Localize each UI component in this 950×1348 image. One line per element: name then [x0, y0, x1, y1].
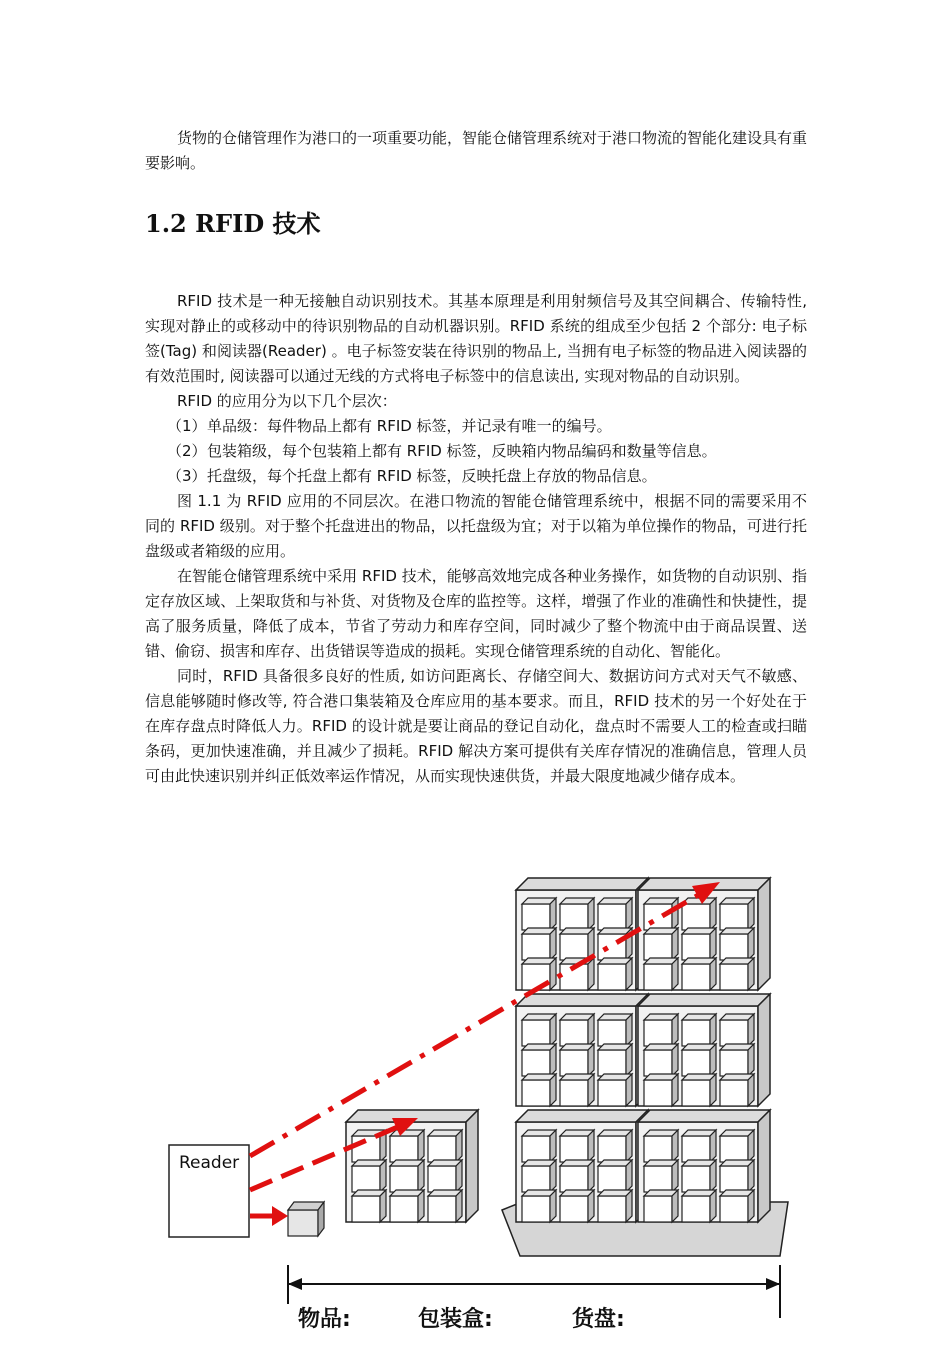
- single-item-cube: [288, 1202, 324, 1236]
- intro-block: [145, 126, 807, 176]
- rfid-levels-figure: [160, 870, 790, 1344]
- level-number: （1）: [167, 417, 207, 435]
- level-item: [145, 414, 807, 439]
- intro-paragraph: 货物的仓储管理作为港口的一项重要功能，智能仓储管理系统对于港口物流的智能化建设具有重要影响。: [145, 129, 808, 172]
- level-number: （2）: [167, 442, 207, 460]
- rfid-levels-diagram: [160, 870, 790, 1344]
- properties-paragraph: 同时，RFID 具备很多良好的性质, 如访问距离长、存储空间大、数据访问方式对天气不敏感、信息能够随时修改等, 符合港口集装箱及仓库应用的基本要求。而且，RFID 技术的另一个好处在于在库存盘点时降低人力。RFID 的设计就是要让商品的登记自动化，盘点时不需要人工的检查或扫瞄条码，更加快速准确，并且减少了损耗。RFID 解决方案可提供有关库存情况的准确信息，管理人员可由此快速识别并纠正低效率运作情况，从而实现快速供货，并最大限度地减少储存成本。: [145, 667, 807, 785]
- pallet-stack: [502, 878, 788, 1256]
- body-block: [145, 289, 807, 789]
- levels-intro-paragraph: RFID 的应用分为以下几个层次：: [177, 392, 397, 410]
- level-item: [145, 464, 807, 489]
- label-package-box: 包装盒:: [418, 1307, 493, 1332]
- level-text: 托盘级，每个托盘上都有 RFID 标签，反映托盘上存放的物品信息。: [207, 467, 657, 485]
- level-item: [145, 439, 807, 464]
- figure-description-paragraph: 图 1.1 为 RFID 应用的不同层次。在港口物流的智能仓储管理系统中，根据不同的需要采用不同的 RFID 级别。对于整个托盘进出的物品，以托盘级为宜；对于以箱为单位操作的物品，可进行托盘级或者箱级的应用。: [145, 492, 807, 560]
- label-item: 物品:: [298, 1307, 351, 1332]
- label-pallet: 货盘:: [572, 1307, 625, 1332]
- benefits-paragraph: 在智能仓储管理系统中采用 RFID 技术，能够高效地完成各种业务操作，如货物的自动识别、指定存放区域、上架取货和与补货、对货物及仓库的监控等。这样，增强了作业的准确性和快捷性，提高了服务质量，降低了成本，节省了劳动力和库存空间，同时减少了整个物流中由于商品误置、送错、偷窃、损害和库存、出货错误等造成的损耗。实现仓储管理系统的自动化、智能化。: [145, 567, 807, 660]
- section-heading: 1.2 RFID 技术: [145, 209, 321, 238]
- rfid-definition-paragraph: RFID 技术是一种无接触自动识别技术。其基本原理是利用射频信号及其空间耦合、传输特性, 实现对静止的或移动中的待识别物品的自动机器识别。RFID 系统的组成至少包括 2 个部分: 电子标签(Tag) 和阅读器(Reader) 。电子标签安装在待识别的物品上, 当拥有电子标签的物品进入阅读器的有效范围时, 阅读器可以通过无线的方式将电子标签中的信息读出, 实现对物品的自动识别。: [145, 292, 807, 385]
- level-text: 包装箱级，每个包装箱上都有 RFID 标签，反映箱内物品编码和数量等信息。: [207, 442, 717, 460]
- level-number: （3）: [167, 467, 207, 485]
- level-text: 单品级：每件物品上都有 RFID 标签，并记录有唯一的编号。: [207, 417, 612, 435]
- reader-label: Reader: [179, 1153, 240, 1173]
- dimension-line: [288, 1265, 780, 1318]
- package-box: [346, 1110, 478, 1222]
